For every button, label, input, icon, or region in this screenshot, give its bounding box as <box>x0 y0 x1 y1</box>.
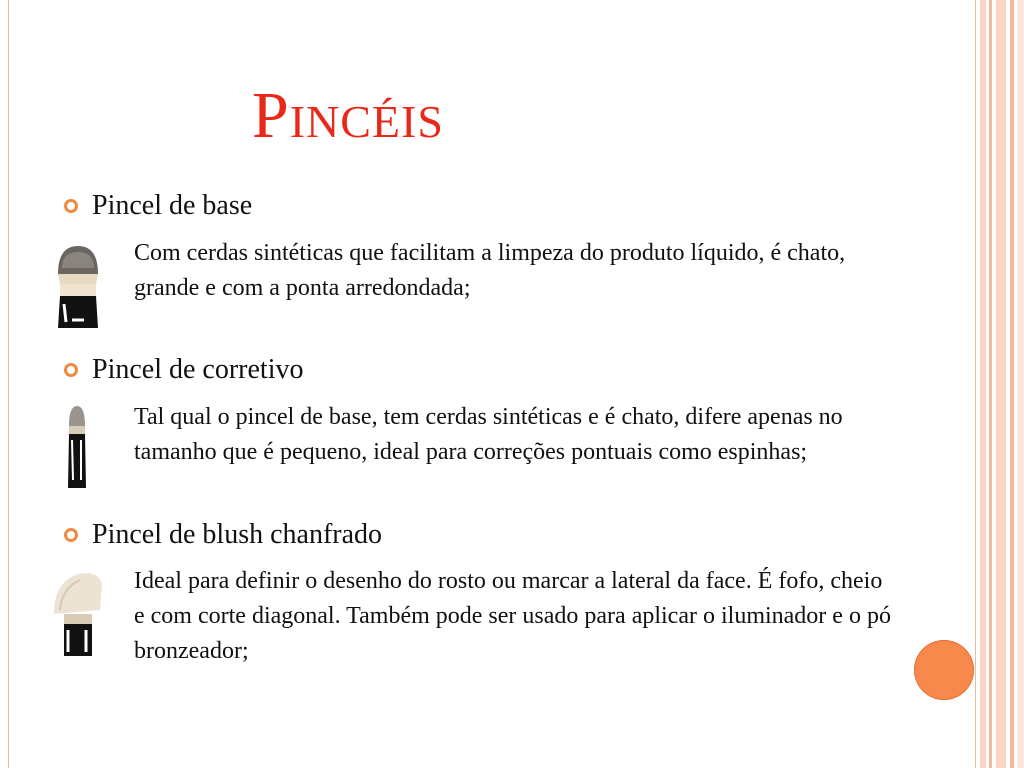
bullet-icon <box>64 199 78 213</box>
bullet-item-concealer <box>64 354 303 386</box>
blush-brush-image <box>50 570 106 656</box>
concealer-brush-image <box>62 404 92 488</box>
bullet-description: Tal qual o pincel de base, tem cerdas sintéticas e é chato, difere apenas no tamanho que é pequeno, ideal para correções pontuais como espinhas; <box>134 404 843 465</box>
bullet-label: Pincel de corretivo <box>92 354 304 385</box>
bullet-icon <box>64 363 78 377</box>
bullet-label: Pincel de base <box>92 190 253 221</box>
slide-title: Pincéis <box>252 79 444 152</box>
decorative-stripes <box>976 0 1024 768</box>
bullet-item-blush <box>64 519 382 551</box>
bullet-description: Ideal para definir o desenho do rosto ou marcar a lateral da face. É fofo, cheio e com corte diagonal. Também pode ser usado para aplicar o iluminador e o pó bronzeador; <box>134 568 891 664</box>
bullet-description: Com cerdas sintéticas que facilitam a limpeza do produto líquido, é chato, grande e com a ponta arredondada; <box>134 240 846 301</box>
bullet-icon <box>64 528 78 542</box>
bullet-item-foundation <box>64 190 252 222</box>
accent-circle <box>914 640 974 700</box>
foundation-brush-image <box>52 244 104 328</box>
bullet-label: Pincel de blush chanfrado <box>92 519 383 550</box>
